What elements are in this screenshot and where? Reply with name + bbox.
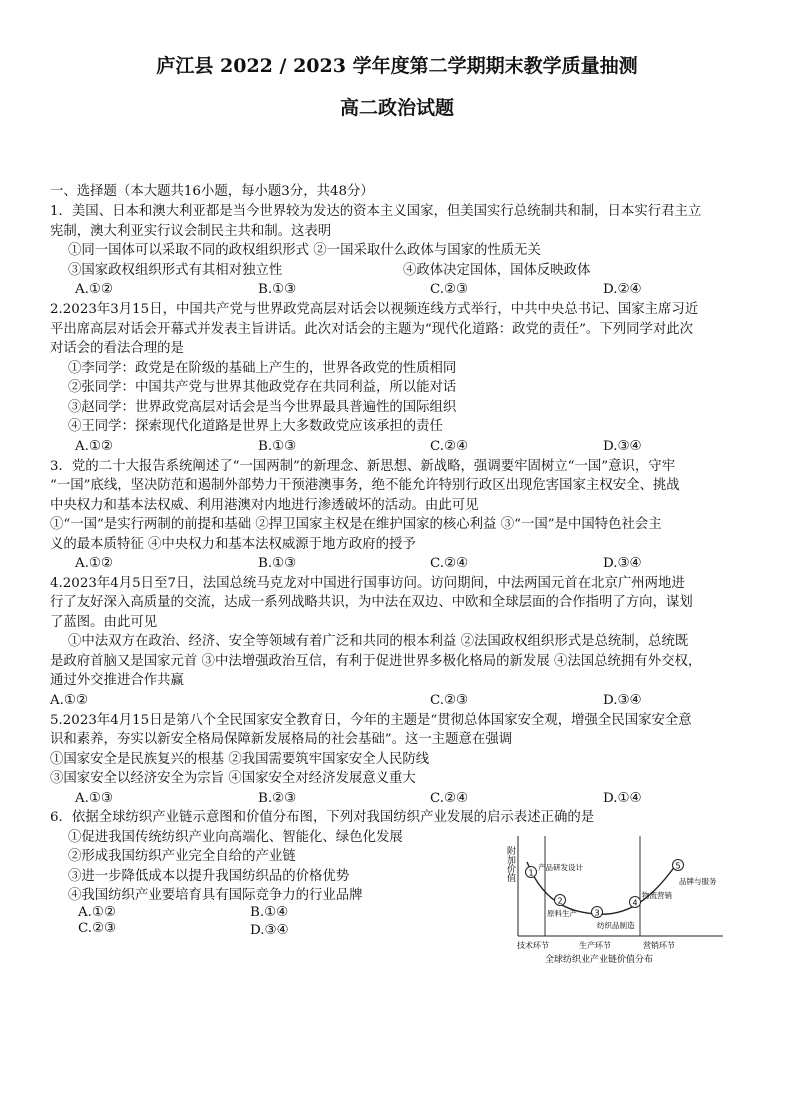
q1-statement-1-2: ①同一国体可以采取不同的政权组织形式 ②一国采取什么政体与国家的性质无关 [68, 243, 541, 258]
q6-statement-3: ③进一步降低成本以提升我国纺织品的价格优势 [68, 869, 350, 884]
q2-statement-2: ②张同学：中国共产党与世界其他政党存在共同利益，所以能对话 [68, 380, 457, 395]
q5-option-b[interactable]: B.②③ [258, 791, 297, 806]
q1-statement-3: ③国家政权组织形式有其相对独立性 [68, 263, 283, 278]
q1-stem-line-2: 宪制，澳大利亚实行议会制民主共和制。这表明 [50, 224, 332, 239]
q5-option-c[interactable]: C.②④ [430, 791, 469, 806]
q1-option-c[interactable]: C.②③ [430, 282, 469, 297]
svg-text:4: 4 [632, 898, 638, 908]
q6-option-a[interactable]: A.①② [78, 905, 116, 920]
q1-option-d[interactable]: D.②④ [603, 282, 642, 297]
q1-option-a[interactable]: A.①② [75, 282, 113, 297]
x-label-production: 生产环节 [579, 941, 611, 950]
q5-option-a[interactable]: A.①③ [75, 791, 113, 806]
point-4 [630, 897, 641, 908]
q2-stem-line-2: 平出席高层对话会开幕式并发表主旨讲话。此次对话会的主题为“现代化道路：政党的责任”。下列同学对此次 [50, 322, 694, 337]
value-chain-figure [505, 832, 725, 972]
q3-option-c[interactable]: C.②④ [430, 556, 469, 571]
q4-option-c[interactable]: C.②③ [430, 693, 469, 708]
q4-option-a[interactable]: A.①② [50, 693, 88, 708]
q4-statement-line-3: 通过外交推进合作共赢 [50, 673, 184, 688]
q6-statement-1: ①促进我国传统纺织产业向高端化、智能化、绿色化发展 [68, 830, 403, 845]
q2-option-d[interactable]: D.③④ [603, 439, 642, 454]
q2-statement-3: ③赵同学：世界政党高层对话会是当今世界最具普遍性的国际组织 [68, 400, 457, 415]
q5-stem-line-1: 5.2023年4月15日是第八个全民国家安全教育日，今年的主题是“贯彻总体国家安全观，增强全民国家安全意 [50, 713, 692, 728]
q3-statement-line-1: ①“一国”是实行两制的前提和基础 ②捍卫国家主权是在维护国家的核心利益 ③“一国”是中国特色社会主 [50, 517, 662, 532]
q4-option-d[interactable]: D.③④ [603, 693, 642, 708]
q6-option-b[interactable]: B.①④ [250, 905, 289, 920]
q3-option-d[interactable]: D.③④ [603, 556, 642, 571]
q1-statement-4: ④政体决定国体，国体反映政体 [403, 263, 591, 278]
q6-option-c[interactable]: C.②③ [78, 921, 117, 936]
q3-statement-line-2: 义的最本质特征 ④中央权力和基本法权威源于地方政府的授予 [50, 537, 416, 552]
q3-stem-line-3: 中央权力和基本法权威、利用港澳对内地进行渗透破坏的活动。由此可见 [50, 498, 479, 513]
q2-statement-4: ④王同学：探索现代化道路是世界上大多数政党应该承担的责任 [68, 419, 443, 434]
q5-statement-line-2: ③国家安全以经济安全为宗旨 ④国家安全对经济发展意义重大 [50, 771, 416, 786]
q2-statement-1: ①李同学：政党是在阶级的基础上产生的，世界各政党的性质相同 [68, 361, 457, 376]
point-5 [673, 860, 684, 871]
svg-text:3: 3 [594, 908, 600, 918]
q3-option-b[interactable]: B.①③ [258, 556, 297, 571]
point-1 [526, 867, 537, 878]
svg-text:2: 2 [557, 896, 563, 906]
svg-text:5: 5 [675, 861, 681, 871]
label-product-design: 产品研发设计 [538, 863, 583, 872]
q4-stem-line-1: 4.2023年4月5日至7日，法国总统马克龙对中国进行国事访问。访问期间，中法两国元首在北京广州两地进 [50, 576, 685, 591]
q3-option-a[interactable]: A.①② [75, 556, 113, 571]
y-axis-label: 附加价值 [505, 846, 515, 882]
q2-option-a[interactable]: A.①② [75, 439, 113, 454]
x-label-tech: 技术环节 [517, 941, 549, 950]
q6-statement-2: ②形成我国纺织产业完全自给的产业链 [68, 849, 296, 864]
label-raw-material: 原料生产 [547, 909, 577, 918]
label-textile-manufacturing: 纺织品制造 [597, 921, 635, 930]
point-3 [592, 907, 603, 918]
q1-stem-line-1: 1．美国、日本和澳大利亚都是当今世界较为发达的资本主义国家，但美国实行总统制共和制，日本实行君主立 [50, 204, 702, 219]
label-brand-service: 品牌与服务 [679, 877, 717, 886]
q2-stem-line-1: 2.2023年3月15日，中国共产党与世界政党高层对话会以视频连线方式举行，中共中央总书记、国家主席习近 [50, 302, 699, 317]
q3-stem-line-1: 3．党的二十大报告系统阐述了“一国两制”的新理念、新思想、新战略，强调要牢固树立“一国”意识，守牢 [50, 459, 676, 474]
q2-stem-line-3: 对话会的看法合理的是 [50, 341, 184, 356]
q6-option-d[interactable]: D.③④ [250, 923, 289, 938]
q5-statement-line-1: ①国家安全是民族复兴的根基 ②我国需要筑牢国家安全人民防线 [50, 752, 430, 767]
svg-text:1: 1 [528, 868, 534, 878]
q2-option-b[interactable]: B.①③ [258, 439, 297, 454]
q4-stem-line-3: 了蓝图。由此可见 [50, 615, 158, 630]
section-heading: 一、选择题（本大题共16小题，每小题3分，共48分） [50, 184, 374, 199]
q4-statement-line-1: ①中法双方在政治、经济、安全等领域有着广泛和共同的根本利益 ②法国政权组织形式是总统制，总统既 [68, 634, 689, 649]
point-2 [555, 895, 566, 906]
q6-statement-4: ④我国纺织产业要培育具有国际竞争力的行业品牌 [68, 888, 363, 903]
q6-stem-line-1: 6．依据全球纺织产业链示意图和价值分布图，下列对我国纺织产业发展的启示表述正确的是 [50, 810, 595, 825]
figure-caption: 全球纺织业产业链价值分布 [545, 955, 654, 965]
q2-option-c[interactable]: C.②④ [430, 439, 469, 454]
q5-stem-line-2: 识和素养，夯实以新安全格局保障新发展格局的社会基础”。这一主题意在强调 [50, 732, 513, 747]
q1-option-b[interactable]: B.①③ [258, 282, 297, 297]
exam-subtitle: 高二政治试题 [339, 97, 454, 119]
x-label-marketing: 营销环节 [643, 941, 675, 950]
q3-stem-line-2: “一国”底线，坚决防范和遏制外部势力干预港澳事务，绝不能允许特别行政区出现危害国家主权安全、挑战 [50, 478, 680, 493]
exam-title: 庐江县 2022 / 2023 学年度第二学期期末教学质量抽测 [156, 55, 638, 77]
label-logistics-marketing: 物流营销 [642, 891, 672, 900]
q4-statement-line-2: 是政府首脑又是国家元首 ③中法增强政治互信，有利于促进世界多极化格局的新发展 ④法国总统拥有外交权， [50, 654, 702, 669]
q4-stem-line-2: 行了友好深入高质量的交流，达成一系列战略共识，为中法在双边、中欧和全球层面的合作指明了方向，谋划 [50, 595, 693, 610]
q5-option-d[interactable]: D.①④ [603, 791, 642, 806]
